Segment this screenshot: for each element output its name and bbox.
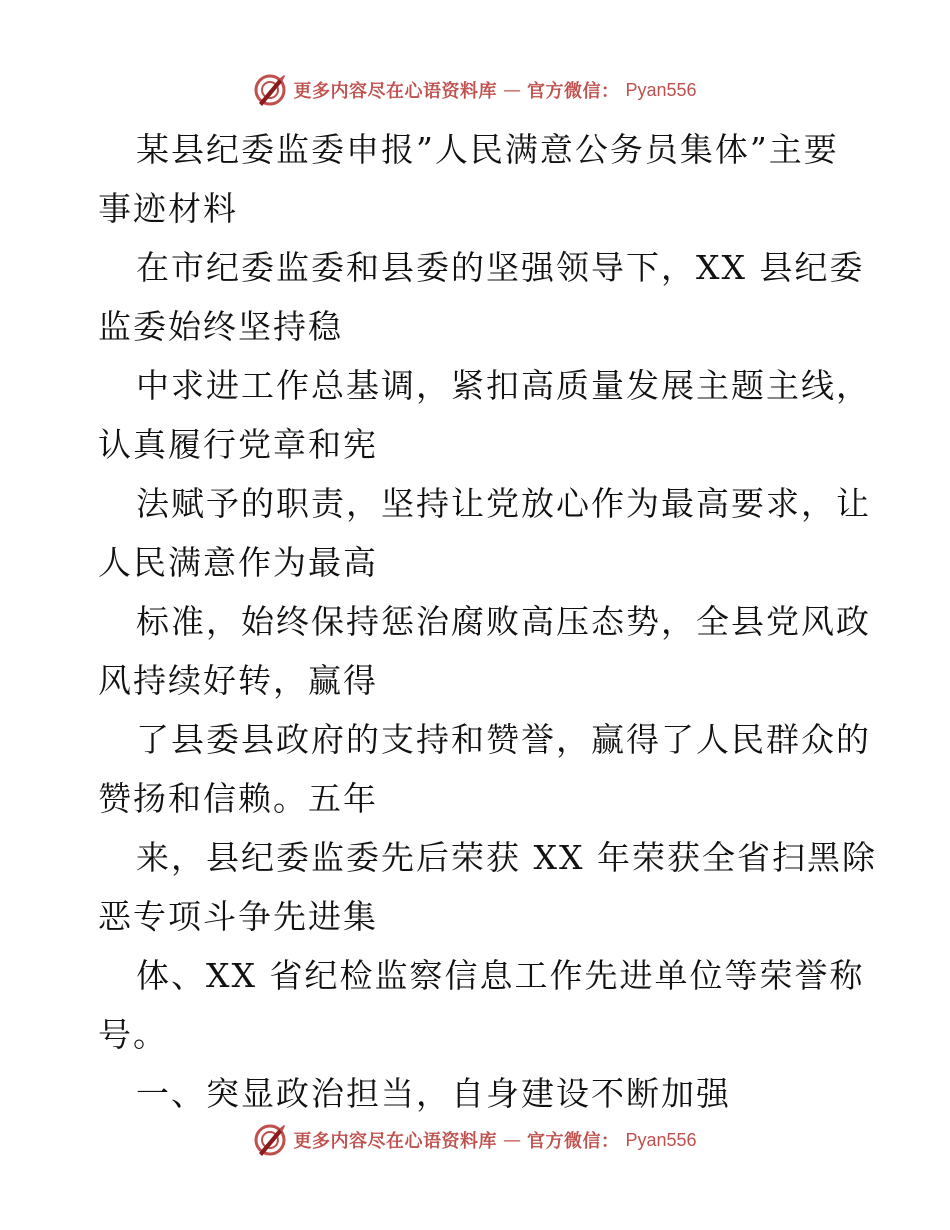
pen-logo-icon [253,1123,287,1157]
watermark-contact: 官方微信： [526,81,620,102]
pen-logo-icon [253,73,287,107]
text-line: 风持续好转，赢得 [98,661,378,700]
text-line: 体、XX 省纪检监察信息工作先进单位等荣誉称 [136,956,865,995]
header-watermark [0,70,950,110]
watermark-separator: — [502,79,521,101]
text-line: 监委始终坚持稳 [98,307,343,346]
text-line: 法赋予的职责，坚持让党放心作为最高要求，让 [136,484,871,523]
text-line: 恶专项斗争先进集 [98,897,378,936]
watermark-brand: 更多内容尽在心语资料库 [293,81,497,102]
text-line: 了县委县政府的支持和赞誉，赢得了人民群众的 [136,720,871,759]
text-line: 在市纪委监委和县委的坚强领导下，XX 县纪委 [136,248,865,287]
text-line: 某县纪委监委申报”人民满意公务员集体”主要 [136,130,839,169]
text-line: 事迹材料 [98,189,238,228]
text-line: 来，县纪委监委先后荣获 XX 年荣获全省扫黑除 [136,838,877,877]
watermark-id: Pyan556 [625,1129,697,1150]
text-line: 赞扬和信赖。五年 [98,779,378,818]
text-line: 认真履行党章和宪 [98,425,378,464]
text-line: 人民满意作为最高 [98,543,378,582]
watermark-contact: 官方微信： [526,1131,620,1152]
document-body [98,120,877,1123]
watermark-id: Pyan556 [625,79,697,100]
text-line: 中求进工作总基调，紧扣高质量发展主题主线， [136,366,871,405]
watermark-separator: — [502,1129,521,1151]
text-line: 标准，始终保持惩治腐败高压态势，全县党风政 [136,602,871,641]
watermark-brand: 更多内容尽在心语资料库 [293,1131,497,1152]
footer-watermark [0,1120,950,1160]
text-line: 一、突显政治担当，自身建设不断加强 [136,1074,731,1113]
text-line: 号。 [98,1015,168,1054]
